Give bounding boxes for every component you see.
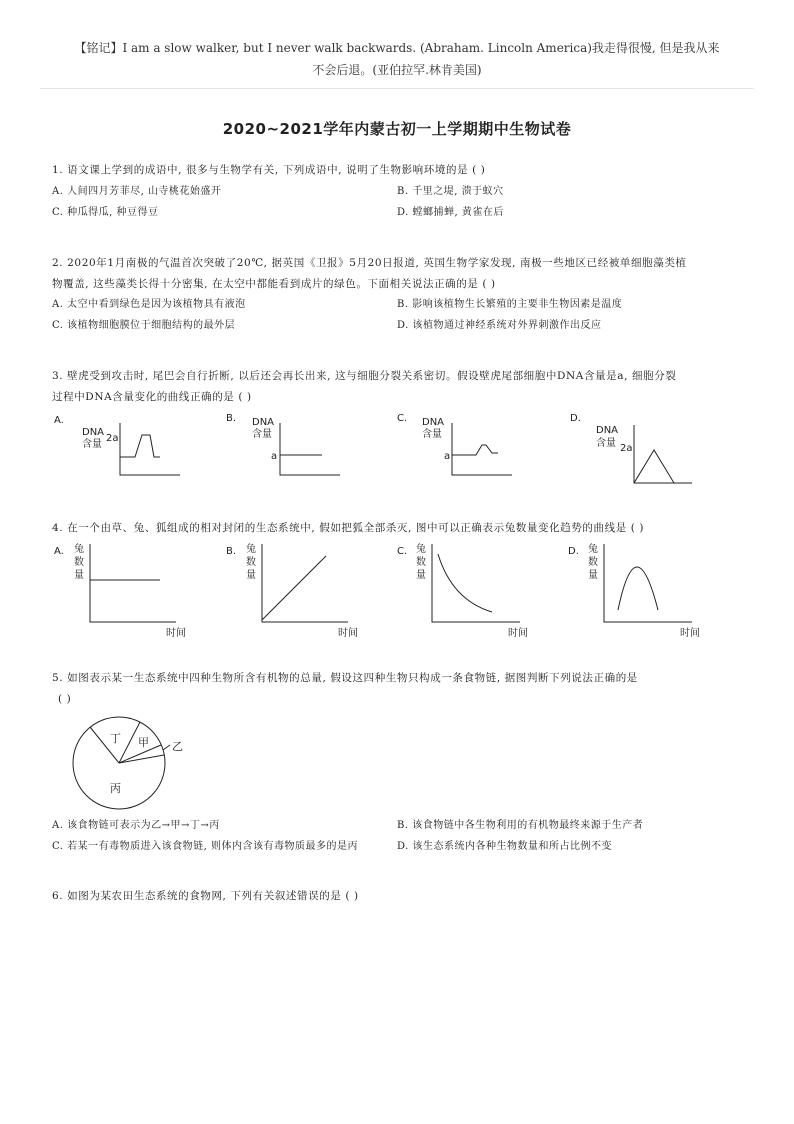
- q4-d-axes: [604, 544, 692, 622]
- q5-pie-label-bing: 丙: [110, 782, 121, 795]
- q4-c-curve: [438, 554, 492, 612]
- q5-pie-divider-2: [119, 722, 140, 763]
- q5-pie-diagram: [60, 712, 210, 812]
- motto-line-1: 【铭记】I am a slow walker, but I never walk backwards. (Abraham. Lincoln America)我走得很慢, 但是我从来: [74, 41, 720, 55]
- q4-c-axes: [432, 544, 520, 622]
- q3-graph-c: [452, 423, 512, 475]
- q4-b-xlabel: 时间: [338, 628, 358, 639]
- motto-line-2: 不会后退。(亚伯拉罕.林肯美国): [312, 63, 482, 77]
- q5-option-a: A. 该食物链可表示为乙→甲→丁→丙: [52, 820, 220, 831]
- q4-c-y1: 兔: [416, 544, 426, 555]
- q4-c-y3: 量: [416, 570, 426, 581]
- q3-b-ylabel-1: DNA: [252, 417, 275, 428]
- q2-option-d: D. 该植物通过神经系统对外界刺激作出反应: [397, 320, 602, 331]
- q3-d-mark: 2a: [620, 443, 633, 454]
- q4-b-axes: [262, 544, 348, 622]
- q1-option-a: A. 人间四月芳菲尽, 山寺桃花始盛开: [52, 186, 222, 197]
- q2-stem-line-2: 物覆盖, 这些藻类长得十分密集, 在太空中都能看到成片的绿色。下面相关说法正确的是 ( ): [52, 278, 496, 290]
- q2-option-c: C. 该植物细胞膜位于细胞结构的最外层: [52, 320, 236, 331]
- q4-d-xlabel: 时间: [680, 628, 700, 639]
- q3-c-ylabel-1: DNA: [422, 417, 445, 428]
- q3-a-ylabel-2: 含量: [82, 439, 102, 450]
- q3-d-ylabel-2: 含量: [596, 438, 616, 449]
- q4-d-curve: [618, 567, 658, 610]
- q4-c-letter: C.: [397, 546, 408, 557]
- q4-c-xlabel: 时间: [508, 628, 528, 639]
- q4-c-y2: 数: [416, 557, 426, 568]
- q4-b-y2: 数: [246, 557, 256, 568]
- q4-a-axes: [90, 544, 176, 622]
- q3-graph-d: [634, 425, 692, 483]
- q3-stem-line-2: 过程中DNA含量变化的曲线正确的是 ( ): [52, 391, 252, 403]
- q4-d-y1: 兔: [588, 544, 598, 555]
- q4-a-letter: A.: [54, 546, 64, 557]
- q3-graph-b: [280, 423, 340, 475]
- q4-a-y3: 量: [74, 570, 84, 581]
- q3-c-axes: [452, 423, 512, 475]
- q5-pie-leader-line: [163, 745, 170, 750]
- q4-graphs: [40, 538, 760, 644]
- q4-d-letter: D.: [568, 546, 579, 557]
- q3-stem-line-1: 3. 壁虎受到攻击时, 尾巴会自行折断, 以后还会再长出来, 这与细胞分裂关系密切。假设壁虎尾部细胞中DNA含量是a, 细胞分裂: [52, 370, 677, 382]
- q1-stem: 1. 语文课上学到的成语中, 很多与生物学有关, 下列成语中, 说明了生物影响环境的是 ( ): [52, 164, 486, 176]
- q4-graph-c: [432, 544, 520, 622]
- header-divider: [40, 88, 754, 89]
- q4-b-y3: 量: [246, 570, 256, 581]
- q4-graph-a: [90, 544, 176, 622]
- q3-a-letter: A.: [54, 415, 64, 426]
- q5-option-b: B. 该食物链中各生物利用的有机物最终来源于生产者: [397, 820, 644, 831]
- q5-stem-line-2: ( ): [58, 693, 72, 705]
- q4-b-letter: B.: [226, 546, 237, 557]
- q3-d-letter: D.: [570, 413, 581, 424]
- q3-d-axes: [634, 425, 692, 483]
- q3-a-axes: [120, 423, 180, 475]
- q5-pie-label-jia: 甲: [138, 736, 149, 749]
- q3-d-ylabel-1: DNA: [596, 425, 619, 436]
- q4-d-y3: 量: [588, 570, 598, 581]
- q3-a-curve: [120, 435, 160, 457]
- q3-c-letter: C.: [397, 413, 408, 424]
- q4-b-curve: [262, 556, 326, 620]
- q5-option-c: C. 若某一有毒物质进入该食物链, 则体内含该有毒物质最多的是丙: [52, 841, 359, 852]
- q5-pie-label-ding: 丁: [110, 732, 121, 745]
- q3-b-axes: [280, 423, 340, 475]
- q3-b-mark: a: [271, 451, 278, 462]
- q3-c-curve: [452, 445, 498, 455]
- q3-graph-a: [120, 423, 180, 475]
- q5-option-d: D. 该生态系统内各种生物数量和所占比例不变: [397, 841, 613, 852]
- q3-a-mark: 2a: [106, 433, 119, 444]
- q1-option-b: B. 千里之堤, 溃于蚁穴: [397, 186, 504, 197]
- q3-graphs: [40, 405, 760, 490]
- q2-stem-line-1: 2. 2020年1月南极的气温首次突破了20℃, 据英国《卫报》5月20日报道, 英国生物学家发现, 南极一些地区已经被单细胞藻类植: [52, 257, 687, 269]
- q5-stem-line-1: 5. 如图表示某一生态系统中四种生物所含有机物的总量, 假设这四种生物只构成一条食物链, 据图判断下列说法正确的是: [52, 672, 638, 684]
- q4-a-y2: 数: [74, 557, 84, 568]
- q4-stem: 4. 在一个由草、兔、狐组成的相对封闭的生态系统中, 假如把狐全部杀灭, 图中可以正确表示兔数量变化趋势的曲线是 ( ): [52, 522, 645, 534]
- q4-graph-b: [262, 544, 348, 622]
- q4-a-y1: 兔: [74, 544, 84, 555]
- q1-option-c: C. 种瓜得瓜, 种豆得豆: [52, 207, 159, 218]
- q6-stem: 6. 如图为某农田生态系统的食物网, 下列有关叙述错误的是 ( ): [52, 890, 359, 902]
- q3-b-letter: B.: [226, 413, 237, 424]
- q4-b-y1: 兔: [246, 544, 256, 555]
- q4-a-xlabel: 时间: [166, 628, 186, 639]
- q3-a-ylabel-1: DNA: [82, 427, 105, 438]
- page-title: 2020~2021学年内蒙古初一上学期期中生物试卷: [222, 120, 572, 138]
- q3-c-ylabel-2: 含量: [422, 429, 442, 440]
- q3-d-curve: [634, 450, 674, 483]
- q4-d-y2: 数: [588, 557, 598, 568]
- q5-pie-divider-4: [119, 755, 164, 763]
- q3-c-mark: a: [444, 451, 451, 462]
- q2-option-a: A. 太空中看到绿色是因为该植物具有液泡: [52, 299, 246, 310]
- q4-graph-d: [604, 544, 692, 622]
- q2-option-b: B. 影响该植物生长繁殖的主要非生物因素是温度: [397, 299, 623, 310]
- q1-option-d: D. 螳螂捕蝉, 黄雀在后: [397, 207, 504, 218]
- q5-pie-label-yi: 乙: [172, 740, 183, 753]
- q3-b-ylabel-2: 含量: [252, 429, 272, 440]
